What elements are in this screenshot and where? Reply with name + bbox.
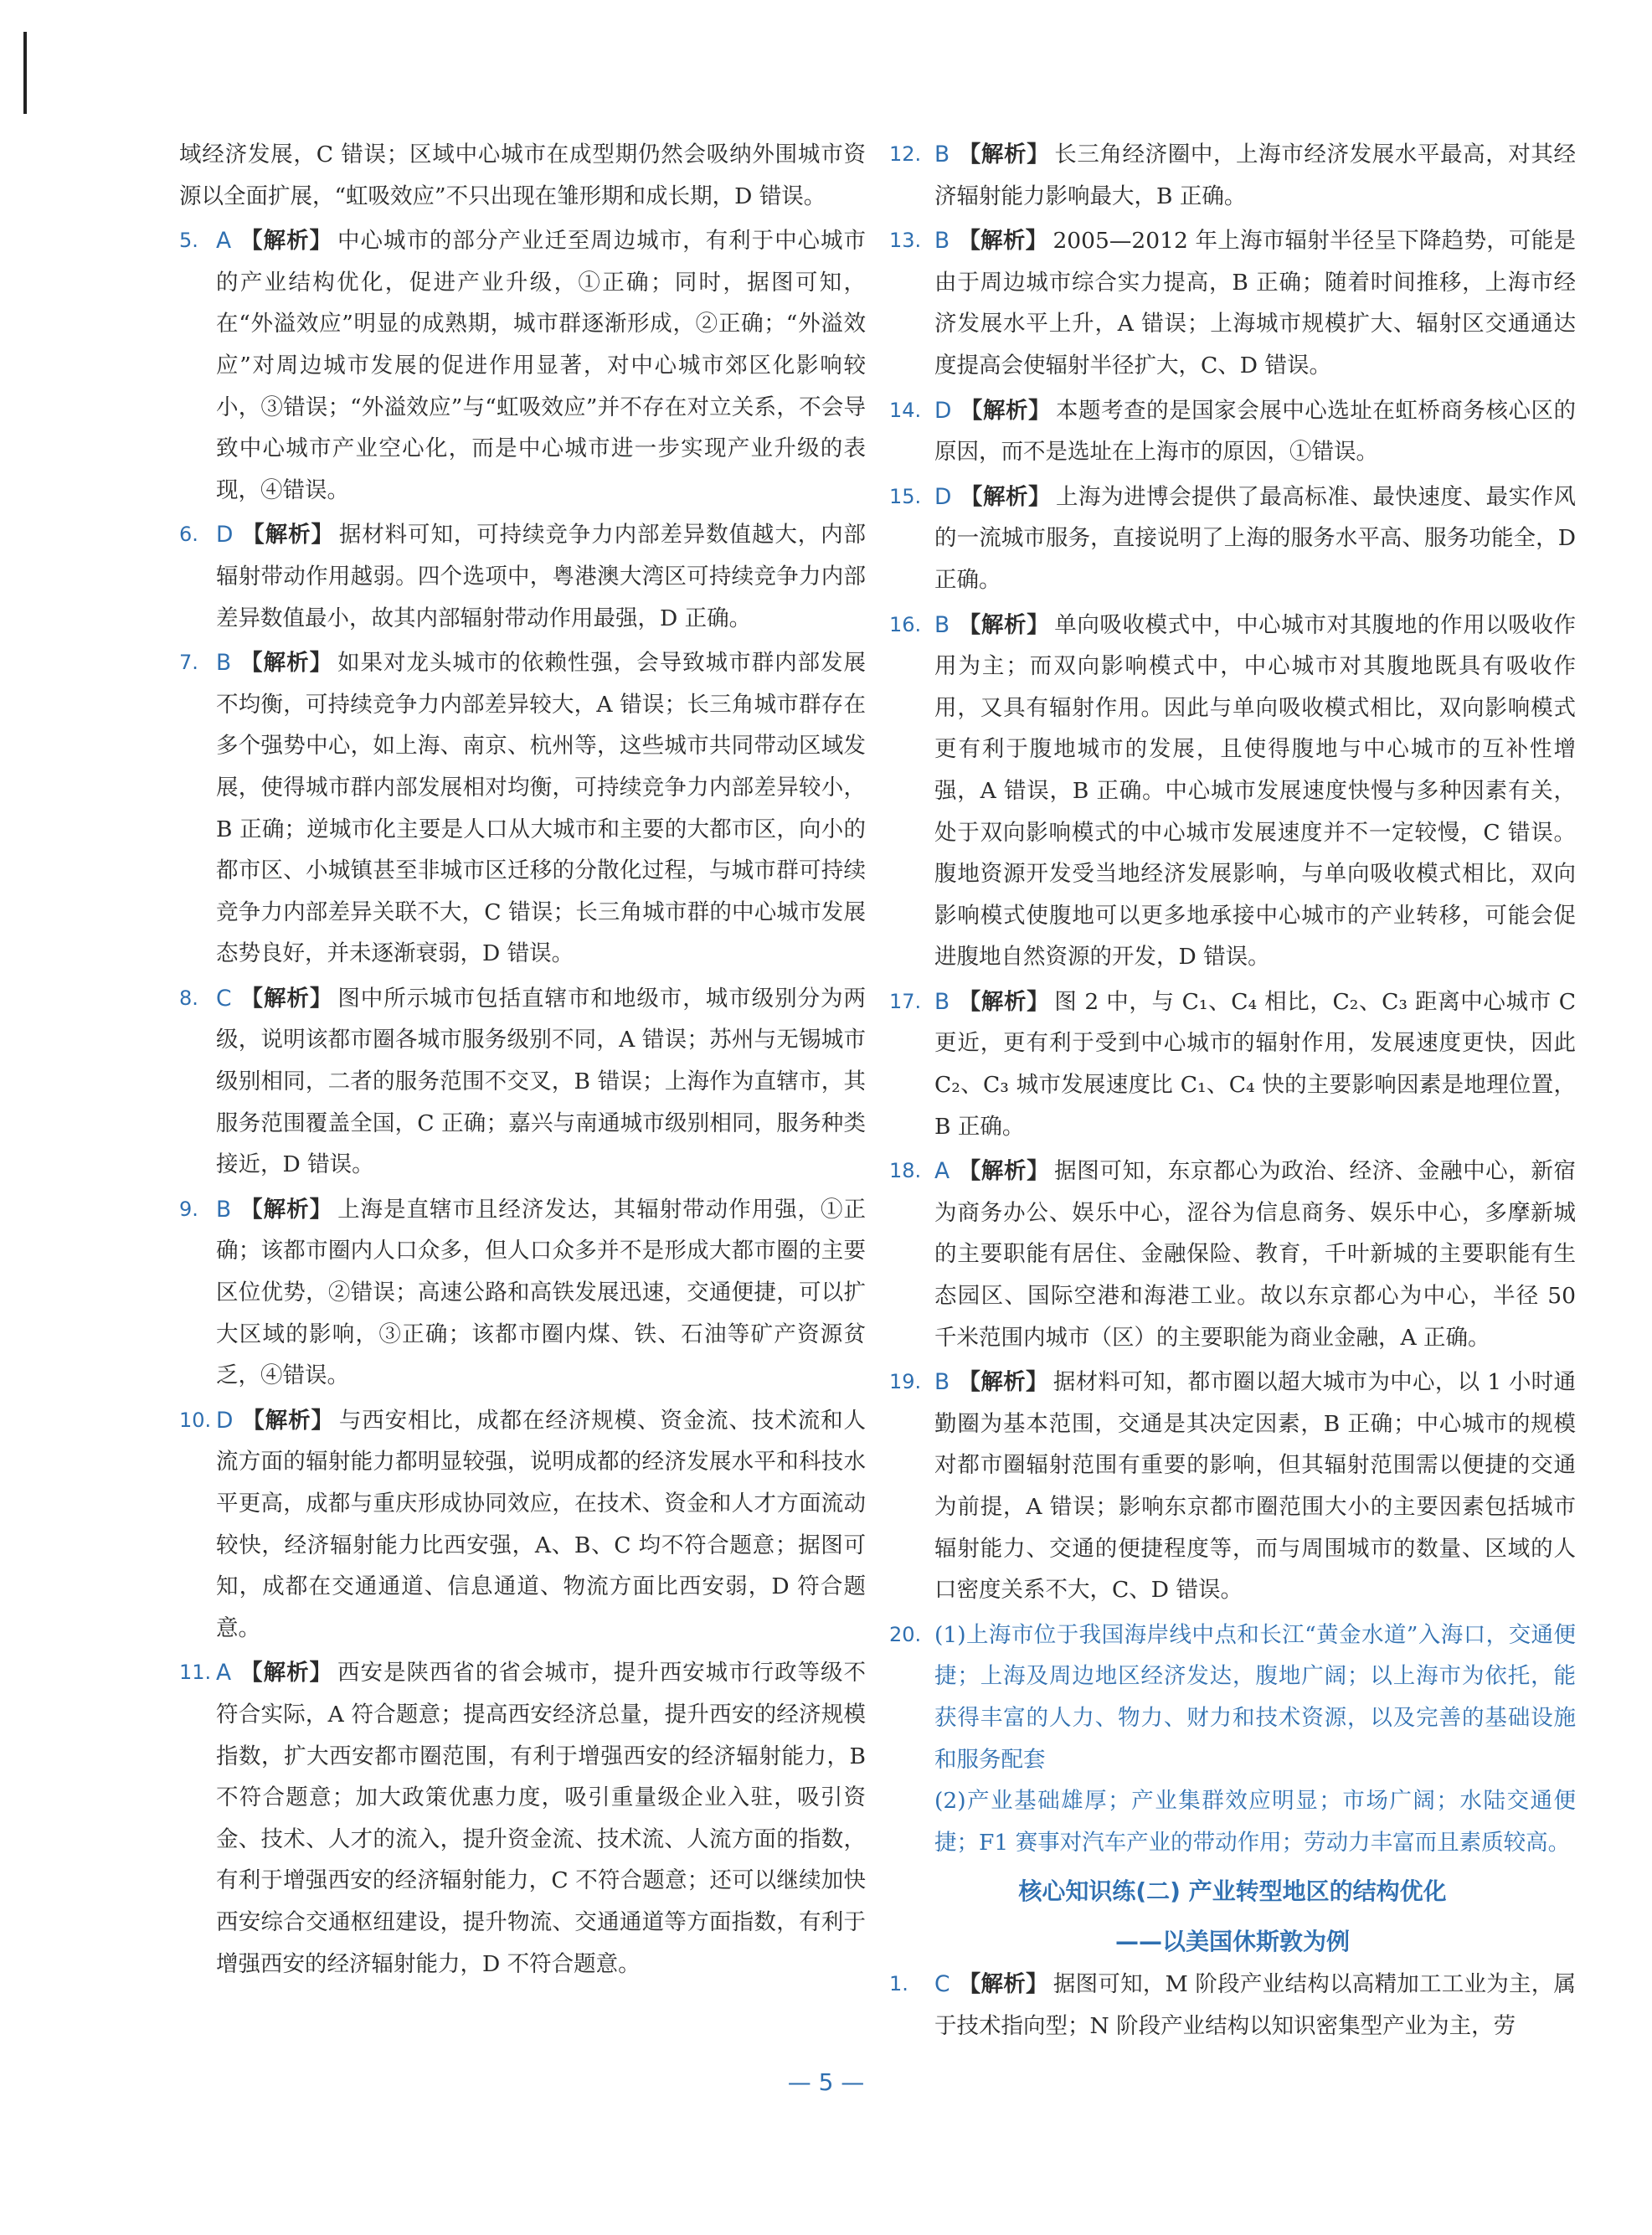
answer-letter: B xyxy=(934,988,950,1015)
analysis-tag: 【解析】 xyxy=(960,483,1052,510)
section-subtitle: ——以美国休斯敦为例 xyxy=(1114,1928,1350,1956)
analysis-tag: 【解析】 xyxy=(958,988,1050,1015)
margin-rule xyxy=(23,32,27,114)
item-text: 本题考查的是国家会展中心选址在虹桥商务核心区的原因，而不是选址在上海市的原因，①错误。 xyxy=(934,397,1577,466)
page-number: — 5 — xyxy=(787,2068,865,2096)
answer-part-2: (2)产业基础雄厚；产业集群效应明显；市场广阔；水陆交通便捷；F1 赛事对汽车产业的带动作用；劳动力丰富而且素质较高。 xyxy=(934,1788,1576,1856)
answer-item-13 xyxy=(889,220,1576,386)
answer-item-9 xyxy=(179,1189,866,1397)
answer-item-12 xyxy=(889,134,1576,217)
answer-letter: D xyxy=(934,397,952,424)
analysis-tag: 【解析】 xyxy=(239,985,333,1012)
answer-item-1 xyxy=(889,1964,1576,2047)
item-text: 据材料可知，可持续竞争力内部差异数值越大，内部辐射带动作用越弱。四个选项中，粤港澳大湾区可持续竞争力内部差异数值最小，故其内部辐射带动作用最强，D 正确。 xyxy=(216,522,867,631)
item-text: 上海是直辖市且经济发达，其辐射带动作用强，①正确；该都市圈内人口众多，但人口众多并不是形成大都市圈的主要区位优势，②错误；高速公路和高铁发展迅速，交通便捷，可以扩大区域的影响，③正确；该都市圈内煤、铁、石油等矿产资源贫乏，④错误。 xyxy=(216,1196,867,1389)
question-number: 11. xyxy=(179,1661,212,1685)
answer-letter: C xyxy=(216,985,232,1012)
answer-item-14 xyxy=(889,390,1576,473)
item-text: 上海为进博会提供了最高标准、最快速度、最实作风的一流城市服务，直接说明了上海的服务水平高、服务功能全，D 正确。 xyxy=(934,483,1577,593)
item-text: 与西安相比，成都在经济规模、资金流、技术流和人流方面的辐射能力都明显较强，说明成都的经济发展水平和科技水平更高，成都与重庆形成协同效应，在技术、资金和人才方面流动较快，经济辐射能力比西安强，A、B、C 均不符合题意；据图可知，成都在交通通道、信息通道、物流方面比西安弱，D 符合题意。 xyxy=(216,1407,867,1641)
answer-letter: B xyxy=(934,1369,950,1396)
question-number: 1. xyxy=(889,1972,908,1996)
question-number: 20. xyxy=(889,1622,922,1646)
question-number: 15. xyxy=(889,484,922,508)
answer-item-18 xyxy=(889,1151,1576,1358)
question-number: 12. xyxy=(889,142,922,166)
question-number: 18. xyxy=(889,1159,922,1183)
answer-letter: C xyxy=(934,1971,950,1998)
section-title: 核心知识练(二) 产业转型地区的结构优化 xyxy=(1018,1877,1447,1906)
analysis-tag: 【解析】 xyxy=(960,397,1052,424)
item-text: 长三角经济圈中，上海市经济发展水平最高，对其经济辐射能力影响最大，B 正确。 xyxy=(934,142,1577,209)
question-number: 10. xyxy=(179,1408,212,1432)
answer-letter: A xyxy=(216,1660,232,1687)
item-text: 西安是陕西省的省会城市，提升西安城市行政等级不符合实际，A 符合题意；提高西安经济总量，提升西安的经济规模指数，扩大西安都市圈范围，有利于增强西安的经济辐射能力，B 不符合题意；加大政策优惠力度，吸引重量级企业入驻，吸引资金、技术、人才的流入，提升资金流、技术流、人流方面的指数，有利于增强西安的经济辐射能力，C 不符合题意；还可以继续加快西安综合交通枢纽建设，提升物流、交通通道等方面指数，有利于增强西安的经济辐射能力，D 不符合题意。 xyxy=(216,1660,867,1977)
question-number: 9. xyxy=(179,1197,198,1221)
analysis-tag: 【解析】 xyxy=(239,1660,333,1687)
left-column xyxy=(179,134,866,1988)
item-text: 图中所示城市包括直辖市和地级市，城市级别分为两级，说明该都市圈各城市服务级别不同，A 错误；苏州与无锡城市级别相同，二者的服务范围不交叉，B 错误；上海作为直辖市，其服务范围覆盖全国，C 正确；嘉兴与南通城市级别相同，服务种类接近，D 错误。 xyxy=(216,985,867,1178)
answer-item-19 xyxy=(889,1362,1576,1611)
answer-letter: B xyxy=(216,1196,232,1223)
answer-item-7 xyxy=(179,642,866,975)
answer-letter: B xyxy=(216,650,232,677)
item-text: 据图可知，东京都心为政治、经济、金融中心，新宿为商务办公、娱乐中心，涩谷为信息商务、娱乐中心，多摩新城的主要职能有居住、金融保险、教育，千叶新城的主要职能有生态园区、国际空港和海港工业。故以东京都心为中心，半径 50 千米范围内城市（区）的主要职能为商业金融，A 正确。 xyxy=(934,1158,1577,1351)
answer-item-11 xyxy=(179,1652,866,1985)
analysis-tag: 【解析】 xyxy=(958,1369,1048,1396)
item-text: 如果对龙头城市的依赖性强，会导致城市群内部发展不均衡，可持续竞争力内部差异较大，A 错误；长三角城市群存在多个强势中心，如上海、南京、杭州等，这些城市共同带动区域发展，使得城市群内部发展相对均衡，可持续竞争力内部差异较小，B 正确；逆城市化主要是人口从大城市和主要的大都市区，向小的都市区、小城镇甚至非城市区迁移的分散化过程，与城市群可持续竞争力内部差异关联不大，C 错误；长三角城市群的中心城市发展态势良好，并未逐渐衰弱，D 错误。 xyxy=(216,650,867,967)
analysis-tag: 【解析】 xyxy=(958,1971,1048,1998)
answer-letter: D xyxy=(216,522,234,548)
answer-item-8 xyxy=(179,978,866,1186)
analysis-tag: 【解析】 xyxy=(958,142,1050,167)
question-number: 16. xyxy=(889,612,922,636)
answer-item-5 xyxy=(179,220,866,511)
answer-item-17 xyxy=(889,981,1576,1147)
item-text: 域经济发展，C 错误；区域中心城市在成型期仍然会吸纳外围城市资源以全面扩展，“虹吸效应”不只出现在雏形期和成长期，D 错误。 xyxy=(179,142,866,209)
question-number: 5. xyxy=(179,229,198,253)
question-number: 17. xyxy=(889,989,922,1013)
analysis-tag: 【解析】 xyxy=(958,228,1048,255)
question-number: 14. xyxy=(889,398,922,422)
answer-letter: B xyxy=(934,611,950,638)
answer-item-16 xyxy=(889,605,1576,978)
item-text: 据材料可知，都市圈以超大城市为中心，以 1 小时通勤圈为基本范围，交通是其决定因素，B 正确；中心城市的规模对都市圈辐射范围有重要的影响，但其辐射范围需以便捷的交通为前提，A 错误；影响东京都市圈范围大小的主要因素包括城市辐射能力、交通的便捷程度等，而与周围城市的数量、区域的人口密度关系不大，C、D 错误。 xyxy=(934,1369,1576,1604)
answer-letter: B xyxy=(934,142,950,167)
analysis-tag: 【解析】 xyxy=(958,1158,1050,1185)
question-number: 19. xyxy=(889,1370,922,1394)
answer-item-20 xyxy=(889,1614,1576,1864)
item-text: 单向吸收模式中，中心城市对其腹地的作用以吸收作用为主；而双向影响模式中，中心城市对其腹地既具有吸收作用，又具有辐射作用。因此与单向吸收模式相比，双向影响模式更有利于腹地城市的发展，且使得腹地与中心城市的互补性增强，A 错误，B 正确。中心城市发展速度快慢与多种因素有关，处于双向影响模式的中心城市发展速度并不一定较慢，C 错误。腹地资源开发受当地经济发展影响，与单向吸收模式相比，双向影响模式使腹地可以更多地承接中心城市的产业转移，可能会促进腹地自然资源的开发，D 错误。 xyxy=(934,611,1577,971)
continued-text xyxy=(179,134,866,217)
answer-part-1: (1)上海市位于我国海岸线中点和长江“黄金水道”入海口，交通便捷；上海及周边地区经济发达，腹地广阔；以上海市为依托，能获得丰富的人力、物力、财力和技术资源，以及完善的基础设施和服务配套 xyxy=(934,1621,1576,1773)
analysis-tag: 【解析】 xyxy=(241,1407,334,1434)
question-number: 6. xyxy=(179,523,198,547)
answer-letter: D xyxy=(934,483,952,510)
analysis-tag: 【解析】 xyxy=(239,228,333,255)
item-text: 中心城市的部分产业迁至周边城市，有利于中心城市的产业结构优化，促进产业升级，①正确；同时，据图可知，在“外溢效应”明显的成熟期，城市群逐渐形成，②正确；“外溢效应”对周边城市发展的促进作用显著，对中心城市郊区化影响较小，③错误；“外溢效应”与“虹吸效应”并不存在对立关系，不会导致中心城市产业空心化，而是中心城市进一步实现产业升级的表现，④错误。 xyxy=(216,228,867,503)
answer-letter: B xyxy=(934,228,950,255)
answer-item-6 xyxy=(179,514,866,639)
analysis-tag: 【解析】 xyxy=(239,650,333,677)
answer-letter: A xyxy=(216,228,232,255)
answer-letter: D xyxy=(216,1407,234,1434)
answer-letter: A xyxy=(934,1158,950,1185)
question-number: 8. xyxy=(179,986,198,1010)
analysis-tag: 【解析】 xyxy=(241,522,334,548)
item-text: 2005—2012 年上海市辐射半径呈下降趋势，可能是由于周边城市综合实力提高，B 正确；随着时间推移，上海市经济发展水平上升，A 错误；上海城市规模扩大、辐射区交通通达度提高会使辐射半径扩大，C、D 错误。 xyxy=(934,228,1576,379)
item-text: 据图可知，M 阶段产业结构以高精加工工业为主，属于技术指向型；N 阶段产业结构以知识密集型产业为主，劳 xyxy=(934,1971,1577,2039)
answer-item-15 xyxy=(889,476,1576,601)
question-number: 7. xyxy=(179,651,198,675)
analysis-tag: 【解析】 xyxy=(958,611,1050,638)
right-column xyxy=(889,134,1576,2051)
question-number: 13. xyxy=(889,229,922,253)
analysis-tag: 【解析】 xyxy=(239,1196,333,1223)
item-text: 图 2 中，与 C₁、C₄ 相比，C₂、C₃ 距离中心城市 C 更近，更有利于受到中心城市的辐射作用，发展速度更快，因此 C₂、C₃ 城市发展速度比 C₁、C₄ 快的主要影响因素是地理位置，B 正确。 xyxy=(934,988,1576,1140)
answer-item-10 xyxy=(179,1400,866,1650)
